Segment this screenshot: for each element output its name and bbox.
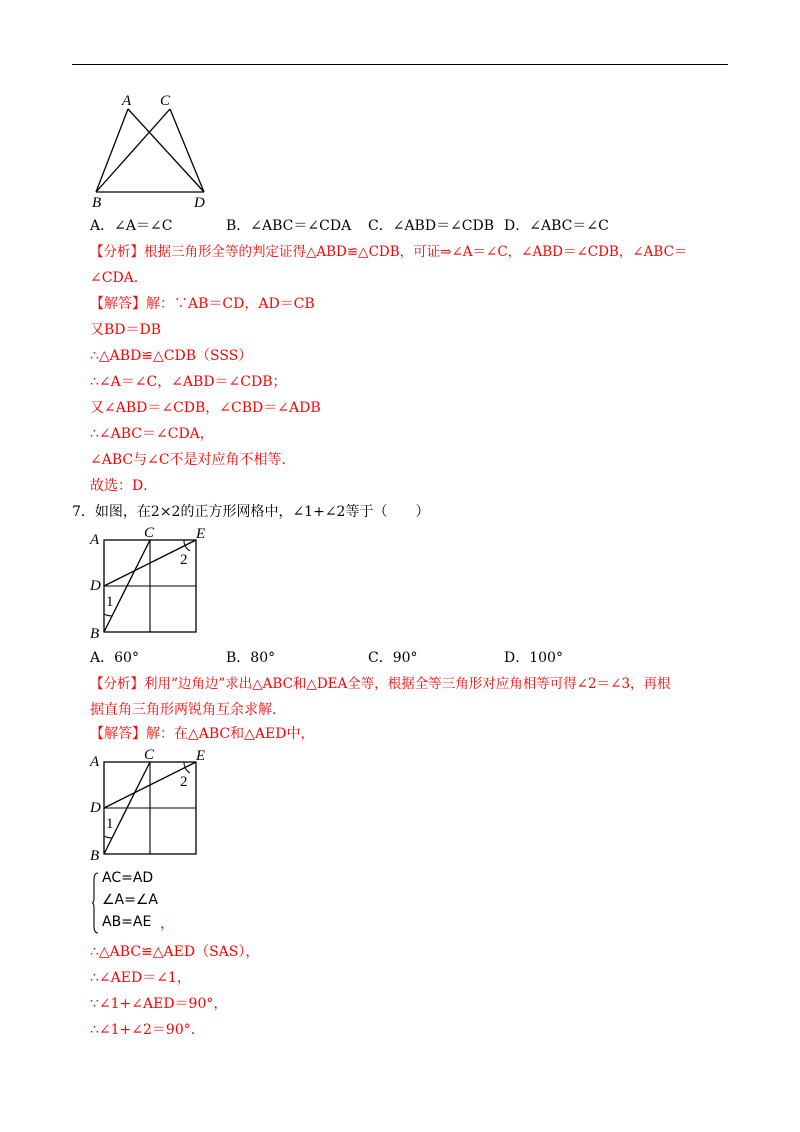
label-a: A (122, 93, 132, 109)
label-c: C (144, 747, 155, 763)
figure-grid-q7 (86, 524, 210, 642)
q7-analysis-line-2: 据直角三角形两锐角互余求解． (90, 702, 286, 718)
label-d: D (90, 800, 101, 816)
q6-option-b: B．∠ABC＝∠CDA (226, 218, 352, 234)
q7-conclusion-line-1: ∴△ABC≌△AED（SAS）， (90, 944, 260, 960)
label-b: B (90, 626, 100, 642)
q6-answer-line-2: 又BD＝DB (90, 322, 162, 338)
q6-analysis-line-1: 【分析】根据三角形全等的判定证得△ABD≌△CDB，可证⇒∠A＝∠C，∠ABD＝∠CDB，∠ABC＝ (90, 244, 688, 260)
label-angle-1: 1 (106, 816, 114, 832)
label-a: A (90, 754, 100, 770)
label-angle-2: 2 (180, 552, 188, 568)
q6-option-a: A．∠A＝∠C (90, 218, 173, 234)
q7-stem: 7．如图，在2×2的正方形网格中，∠1+∠2等于（ ） (72, 504, 430, 520)
q6-answer-line-8: 故选：D． (90, 478, 158, 494)
label-angle-1: 1 (106, 594, 114, 610)
q7-conclusion-line-2: ∴∠AED＝∠1， (90, 970, 191, 986)
label-d: D (194, 195, 205, 210)
q6-option-c: C．∠ABD＝∠CDB (368, 218, 495, 234)
q6-answer-line-5: 又∠ABD＝∠CDB，∠CBD＝∠ADB (90, 400, 321, 416)
q7-option-c: C．90° (368, 650, 418, 666)
label-b: B (90, 848, 100, 864)
system-tail-comma: ， (160, 916, 174, 932)
label-a: A (90, 532, 100, 548)
q7-option-b: B．80° (226, 650, 276, 666)
label-c: C (160, 93, 171, 109)
q6-answer-line-1: 【解答】解：∵AB＝CD，AD＝CB (90, 296, 315, 312)
q7-option-d: D．100° (504, 650, 563, 666)
label-d: D (90, 578, 101, 594)
q7-answer-intro: 【解答】解：在△ABC和△AED中， (90, 726, 315, 742)
q6-answer-line-7: ∠ABC与∠C不是对应角不相等． (90, 452, 296, 468)
q7-conclusion-line-3: ∵∠1+∠AED＝90°， (90, 996, 228, 1012)
q6-option-d: D．∠ABC＝∠C (504, 218, 609, 234)
q7-analysis-line-1: 【分析】利用“边角边”求出△ABC和△DEA全等，根据全等三角形对应角相等可得∠2＝∠3，再根 (90, 676, 671, 692)
header-rule (72, 64, 728, 65)
equation-3: AB=AE (102, 914, 152, 930)
figure-triangles-abcd (86, 92, 216, 210)
label-b: B (92, 195, 102, 210)
equation-2: ∠A=∠A (102, 892, 158, 908)
q6-answer-line-4: ∴∠A＝∠C，∠ABD＝∠CDB； (90, 374, 287, 390)
label-c: C (144, 525, 155, 541)
q7-option-a: A．60° (90, 650, 139, 666)
q6-analysis-line-2: ∠CDA． (90, 270, 148, 286)
figure-grid-q7-answer (86, 746, 210, 864)
equation-1: AC=AD (102, 870, 154, 886)
left-brace-icon (92, 872, 98, 934)
q7-conclusion-line-4: ∴∠1+∠2＝90°． (90, 1022, 205, 1038)
q6-answer-line-6: ∴∠ABC＝∠CDA， (90, 426, 214, 442)
label-e: E (196, 526, 206, 542)
label-e: E (196, 748, 206, 764)
label-angle-2: 2 (180, 774, 188, 790)
q6-answer-line-3: ∴△ABD≌△CDB（SSS） (90, 348, 253, 364)
